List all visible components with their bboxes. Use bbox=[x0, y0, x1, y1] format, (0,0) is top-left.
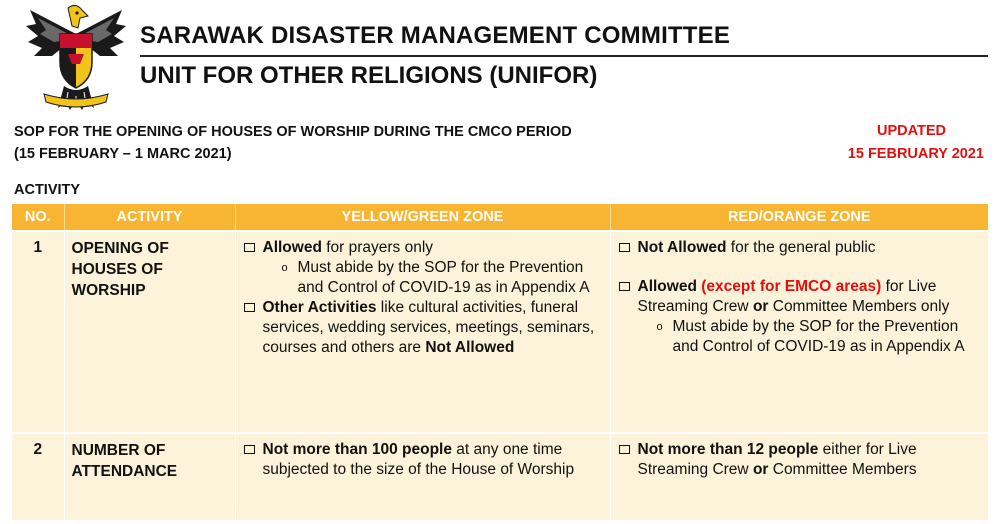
checkbox-bullet-icon bbox=[619, 282, 630, 291]
column-header-activity: ACTIVITY bbox=[64, 204, 235, 231]
sop-table bbox=[12, 204, 988, 520]
column-header-no: NO. bbox=[12, 204, 64, 231]
checkbox-bullet-icon bbox=[244, 445, 255, 454]
bullet-item: Not more than 100 people at any one time subjected to the size of the House of Worship bbox=[242, 440, 602, 480]
sub-bullet-item: o Must abide by the SOP for the Prevention and Control of COVID-19 as in Appendix A bbox=[656, 318, 965, 355]
red-orange-zone-cell bbox=[610, 433, 988, 520]
yellow-green-zone-cell bbox=[235, 231, 610, 433]
emco-exception-note: (except for EMCO areas) bbox=[701, 278, 882, 295]
activity-line: WORSHIP bbox=[71, 282, 146, 299]
red-orange-zone-cell bbox=[610, 231, 988, 433]
table-header-row bbox=[12, 204, 988, 231]
coat-of-arms-icon bbox=[22, 4, 130, 112]
checkbox-bullet-icon bbox=[619, 243, 630, 252]
activity-cell bbox=[64, 231, 235, 433]
header-divider bbox=[140, 55, 988, 57]
updated-label: UPDATED bbox=[876, 123, 946, 139]
activity-line: ATTENDANCE bbox=[71, 463, 178, 480]
activity-line: NUMBER OF bbox=[71, 442, 166, 459]
table-row bbox=[12, 231, 988, 433]
circle-bullet-icon: o bbox=[281, 262, 288, 274]
column-header-red-orange-zone: RED/ORANGE ZONE bbox=[610, 204, 988, 231]
checkbox-bullet-icon bbox=[244, 243, 255, 252]
bullet-item: Allowed for prayers only bbox=[242, 238, 602, 258]
circle-bullet-icon: o bbox=[656, 321, 663, 333]
sub-bullet-item: o Must abide by the SOP for the Prevention and Control of COVID-19 as in Appendix A bbox=[281, 259, 590, 296]
table-row bbox=[12, 433, 988, 520]
bullet-item: Other Activities like cultural activities, funeral services, wedding services, meetings, seminars, courses and others are Not Allowed bbox=[242, 298, 602, 358]
section-label: ACTIVITY bbox=[14, 182, 81, 198]
page-subtitle: UNIT FOR OTHER RELIGIONS (UNIFOR) bbox=[140, 62, 598, 89]
checkbox-bullet-icon bbox=[619, 445, 630, 454]
sop-period: (15 FEBRUARY – 1 MARC 2021) bbox=[14, 146, 232, 162]
bullet-item: Not Allowed for the general public bbox=[617, 238, 981, 258]
bullet-item: Allowed (except for EMCO areas) for Live Streaming Crew or Committee Members only bbox=[617, 277, 981, 317]
row-number: 1 bbox=[12, 231, 64, 433]
sop-title: SOP FOR THE OPENING OF HOUSES OF WORSHIP DURING THE CMCO PERIOD bbox=[14, 124, 572, 140]
page-title: SARAWAK DISASTER MANAGEMENT COMMITTEE bbox=[140, 22, 731, 49]
activity-line: OPENING OF bbox=[71, 240, 169, 257]
bullet-item: Not more than 12 people either for Live Streaming Crew or Committee Members bbox=[617, 440, 981, 480]
activity-line: HOUSES OF bbox=[71, 261, 163, 278]
activity-cell bbox=[64, 433, 235, 520]
updated-date: 15 FEBRUARY 2021 bbox=[847, 146, 984, 162]
row-number: 2 bbox=[12, 433, 64, 520]
yellow-green-zone-cell bbox=[235, 433, 610, 520]
checkbox-bullet-icon bbox=[244, 303, 255, 312]
column-header-yellow-green-zone: YELLOW/GREEN ZONE bbox=[235, 204, 610, 231]
